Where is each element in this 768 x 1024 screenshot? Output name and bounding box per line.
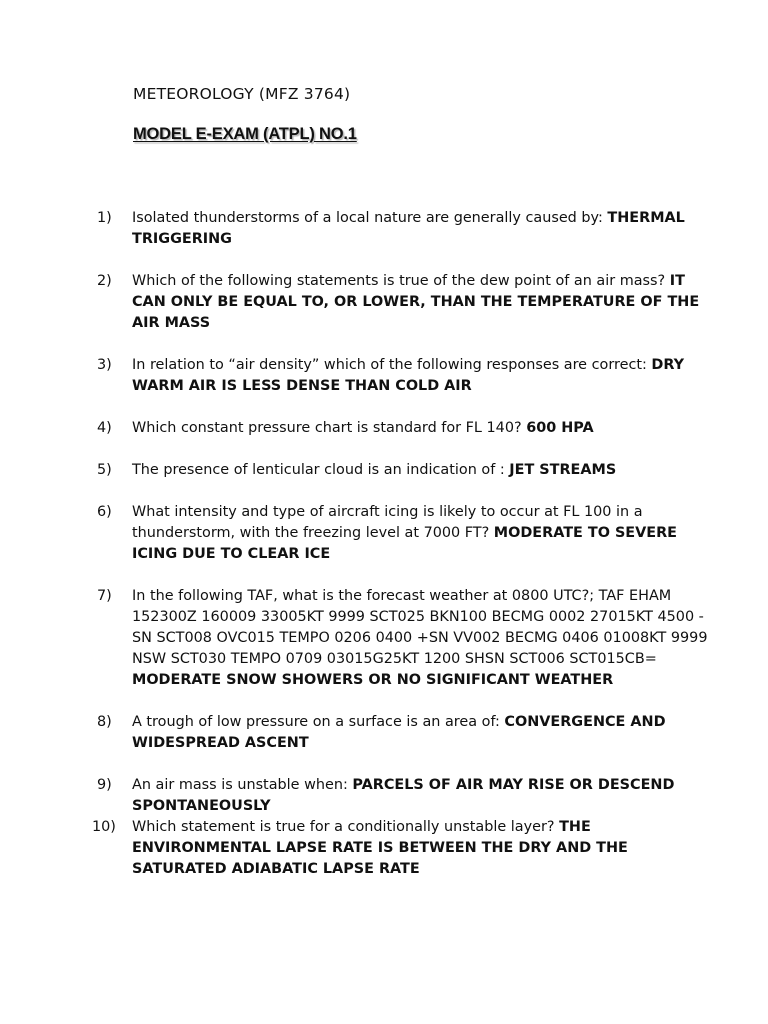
question-answer: CONVERGENCE AND WIDESPREAD ASCENT [132,714,666,751]
question-item-9 [0,775,768,817]
question-item-5 [0,460,768,481]
question-body [132,355,712,397]
question-text: Which constant pressure chart is standard for FL 140? [132,420,527,436]
question-number: 6) [97,504,112,520]
question-text: The presence of lenticular cloud is an indication of : [132,462,510,478]
question-text: In the following TAF, what is the forecast weather at 0800 UTC?; TAF EHAM 152300Z 160009 33005KT 9999 SCT025 BKN100 BECMG 0002 27015KT 4500 -SN SCT008 OVC015 TEMPO 0206 0400 +SN VV002 BECMG 0406 01008KT 9999 NSW SCT030 TEMPO 0709 03015G25KT 1200 SHSN SCT006 SCT015CB= [132,588,708,667]
question-item-4 [0,418,768,439]
question-answer: PARCELS OF AIR MAY RISE OR DESCEND SPONTANEOUSLY [132,777,675,814]
question-body [132,712,712,754]
question-answer: MODERATE SNOW SHOWERS OR NO SIGNIFICANT WEATHER [132,672,614,688]
question-text: Which statement is true for a conditionally unstable layer? [132,819,560,835]
question-number: 7) [97,588,112,604]
question-item-8 [0,712,768,754]
question-body [132,817,712,880]
question-list [0,208,768,901]
question-answer: JET STREAMS [509,462,617,478]
question-body [132,586,712,691]
question-text: Isolated thunderstorms of a local nature are generally caused by: [132,210,608,226]
question-number: 9) [97,777,112,793]
question-item-1 [0,208,768,250]
question-body [132,460,712,481]
question-item-3 [0,355,768,397]
question-item-7 [0,586,768,691]
question-text: In relation to “air density” which of the following responses are correct: [132,357,652,373]
question-text: What intensity and type of aircraft icing is likely to occur at FL 100 in a thunderstorm, with the freezing level at 7000 FT? [132,504,643,541]
question-number: 4) [97,420,112,436]
question-text: An air mass is unstable when: [132,777,353,793]
question-body [132,208,712,250]
question-answer: 600 HPA [526,420,594,436]
question-answer: DRY WARM AIR IS LESS DENSE THAN COLD AIR [132,357,685,394]
question-answer: THERMAL TRIGGERING [132,210,685,247]
question-body [132,418,712,439]
question-body [132,775,712,817]
question-answer: IT CAN ONLY BE EQUAL TO, OR LOWER, THAN THE TEMPERATURE OF THE AIR MASS [132,273,700,331]
course-title: METEOROLOGY (MFZ 3764) [133,85,351,103]
question-number: 1) [97,210,112,226]
question-answer: THE ENVIRONMENTAL LAPSE RATE IS BETWEEN THE DRY AND THE SATURATED ADIABATIC LAPSE RATE [132,819,628,877]
question-item-10 [0,817,768,880]
question-text: Which of the following statements is true of the dew point of an air mass? [132,273,670,289]
question-item-2 [0,271,768,334]
question-body [132,502,712,565]
question-number: 8) [97,714,112,730]
question-number: 3) [97,357,112,373]
question-number: 10) [92,819,116,835]
question-text: A trough of low pressure on a surface is an area of: [132,714,505,730]
question-number: 5) [97,462,112,478]
question-answer: MODERATE TO SEVERE ICING DUE TO CLEAR ICE [132,525,678,562]
exam-title: MODEL E-EXAM (ATPL) NO.1 [133,125,357,143]
question-number: 2) [97,273,112,289]
question-item-6 [0,502,768,565]
question-body [132,271,712,334]
